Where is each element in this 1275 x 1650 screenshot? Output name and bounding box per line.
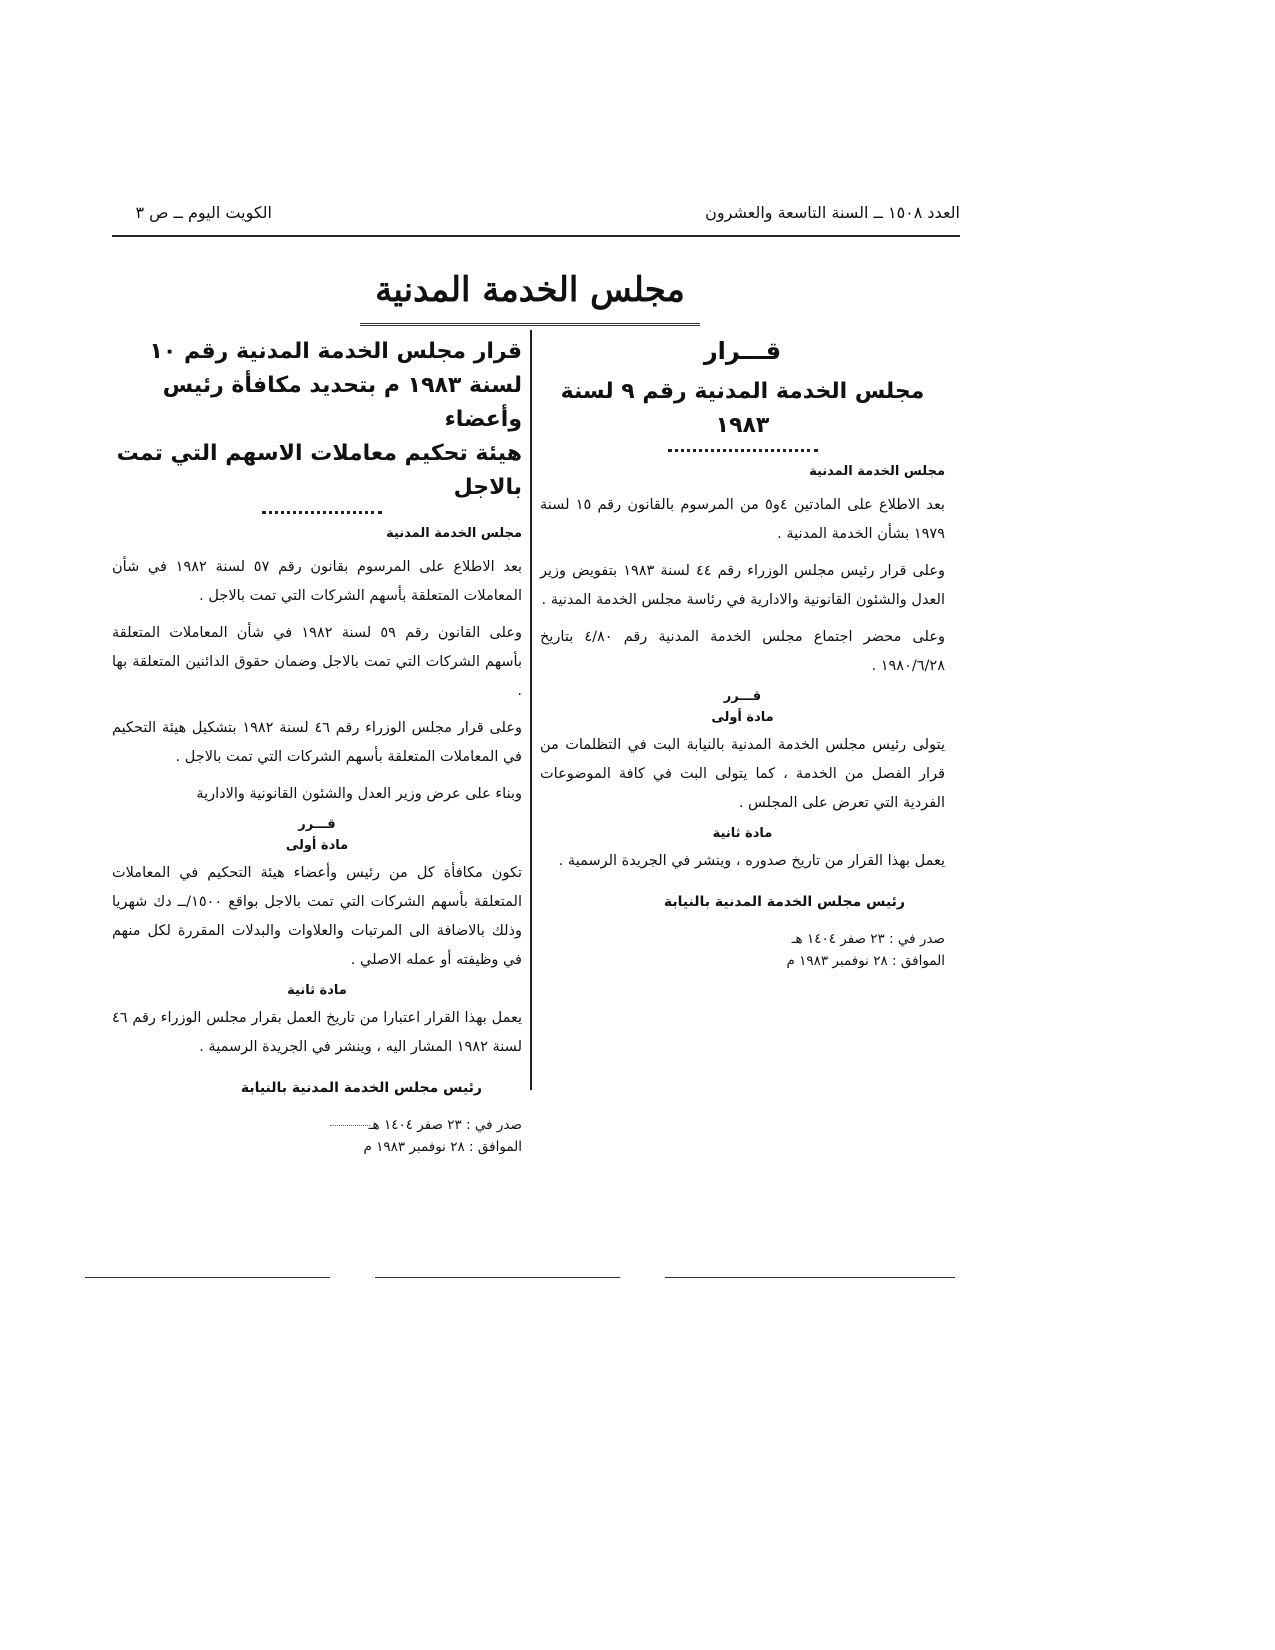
signature-line: رئيس مجلس الخدمة المدنية بالنيابة (663, 894, 905, 910)
masthead-title: مجلس الخدمة المدنية (375, 270, 685, 310)
corresponding-date: الموافق : ٢٨ نوفمبر ١٩٨٣ م (786, 953, 945, 969)
masthead-rule (360, 323, 700, 326)
decision-title: مجلس الخدمة المدنية رقم ٩ لسنة ١٩٨٣ (560, 379, 925, 438)
article-one-text: تكون مكافأة كل من رئيس وأعضاء هيئة التحكيم في المعاملات المتعلقة بأسهم الشركات التي تمت بالاجل بواقع ١٥٠٠/ــ دك شهريا وذلك بالاضافة الى المرتبات والعلاوات والبدلات المقررة لكل منهم في وظيفته أو عمله الاصلي . (112, 865, 522, 968)
preamble-paragraph: وعلى قرار رئيس مجلس الوزراء رقم ٤٤ لسنة ١٩٨٣ بتفويض وزير العدل والشئون القانونية والادارية في رئاسة مجلس الخدمة المدنية . (540, 563, 946, 608)
article-one-text: يتولى رئيس مجلس الخدمة المدنية بالنيابة البت في التظلمات من قرار الفصل من الخدمة ، كما يتولى البت في كافة الموضوعات الفردية التي تعرض على المجلس . (540, 737, 945, 811)
issuer-heading: مجلس الخدمة المدنية (386, 526, 522, 541)
title-ornament (262, 511, 382, 514)
decision-title-line: هيئة تحكيم معاملات الاسهم التي تمت بالاجل (116, 441, 522, 500)
preamble-paragraph: وعلى القانون رقم ٥٩ لسنة ١٩٨٢ في شأن المعاملات المتعلقة بأسهم الشركات التي تمت بالاجل وضمان حقوق الدائنين المتعلقة بها . (112, 625, 522, 699)
article-one-heading: مادة أولى (711, 710, 774, 725)
footer-rule (85, 1277, 330, 1278)
decided-heading: قـــرر (298, 817, 336, 832)
decision-title-line: قرار مجلس الخدمة المدنية رقم ١٠ (149, 339, 522, 364)
corresponding-date: الموافق : ٢٨ نوفمبر ١٩٨٣ م (363, 1139, 522, 1155)
header-issue-info: العدد ١٥٠٨ ــ السنة التاسعة والعشرون (705, 203, 960, 222)
article-two-heading: مادة ثانية (287, 983, 347, 998)
decision-title-line: لسنة ١٩٨٣ م بتحديد مكافأة رئيس وأعضاء (162, 373, 522, 432)
footer-rule (665, 1277, 955, 1278)
header-page-info: الكويت اليوم ــ ص ٣ (135, 203, 272, 222)
right-column (540, 335, 945, 972)
left-column (112, 335, 522, 1158)
decided-heading: قـــرر (723, 689, 762, 704)
article-two-heading: مادة ثانية (712, 826, 773, 841)
issuer-heading: مجلس الخدمة المدنية (809, 464, 945, 479)
signature-line: رئيس مجلس الخدمة المدنية بالنيابة (240, 1080, 482, 1096)
article-two-text: يعمل بهذا القرار اعتبارا من تاريخ العمل بقرار مجلس الوزراء رقم ٤٦ لسنة ١٩٨٢ المشار اليه ، وينشر في الجريدة الرسمية . (112, 1010, 522, 1055)
article-one-heading: مادة أولى (285, 838, 349, 853)
column-divider (530, 330, 532, 1090)
preamble-paragraph: بعد الاطلاع على المادتين ٤و٥ من المرسوم بالقانون رقم ١٥ لسنة ١٩٧٩ بشأن الخدمة المدنية . (540, 497, 945, 542)
decision-label: قـــرار (703, 337, 782, 365)
article-two-text: يعمل بهذا القرار من تاريخ صدوره ، وينشر في الجريدة الرسمية . (558, 853, 945, 869)
issued-date: صدر في : ٢٣ صفر ١٤٠٤ هـ (368, 1117, 522, 1133)
issued-date: صدر في : ٢٣ صفر ١٤٠٤ هـ (791, 931, 945, 947)
title-ornament (668, 449, 818, 452)
preamble-paragraph: وعلى قرار مجلس الوزراء رقم ٤٦ لسنة ١٩٨٢ بتشكيل هيئة التحكيم في المعاملات المتعلقة بأسهم الشركات التي تمت بالاجل . (112, 720, 522, 765)
preamble-paragraph: بعد الاطلاع على المرسوم بقانون رقم ٥٧ لسنة ١٩٨٢ في شأن المعاملات المتعلقة بأسهم الشركات التي تمت بالاجل . (112, 559, 522, 604)
preamble-paragraph: وبناء على عرض وزير العدل والشئون القانونية والادارية (196, 786, 522, 802)
header-rule (112, 235, 960, 237)
scan-mark (330, 1125, 370, 1126)
preamble-paragraph: وعلى محضر اجتماع مجلس الخدمة المدنية رقم ٤/٨٠ بتاريخ ١٩٨٠/٦/٢٨ . (540, 629, 945, 674)
footer-rule (375, 1277, 620, 1278)
